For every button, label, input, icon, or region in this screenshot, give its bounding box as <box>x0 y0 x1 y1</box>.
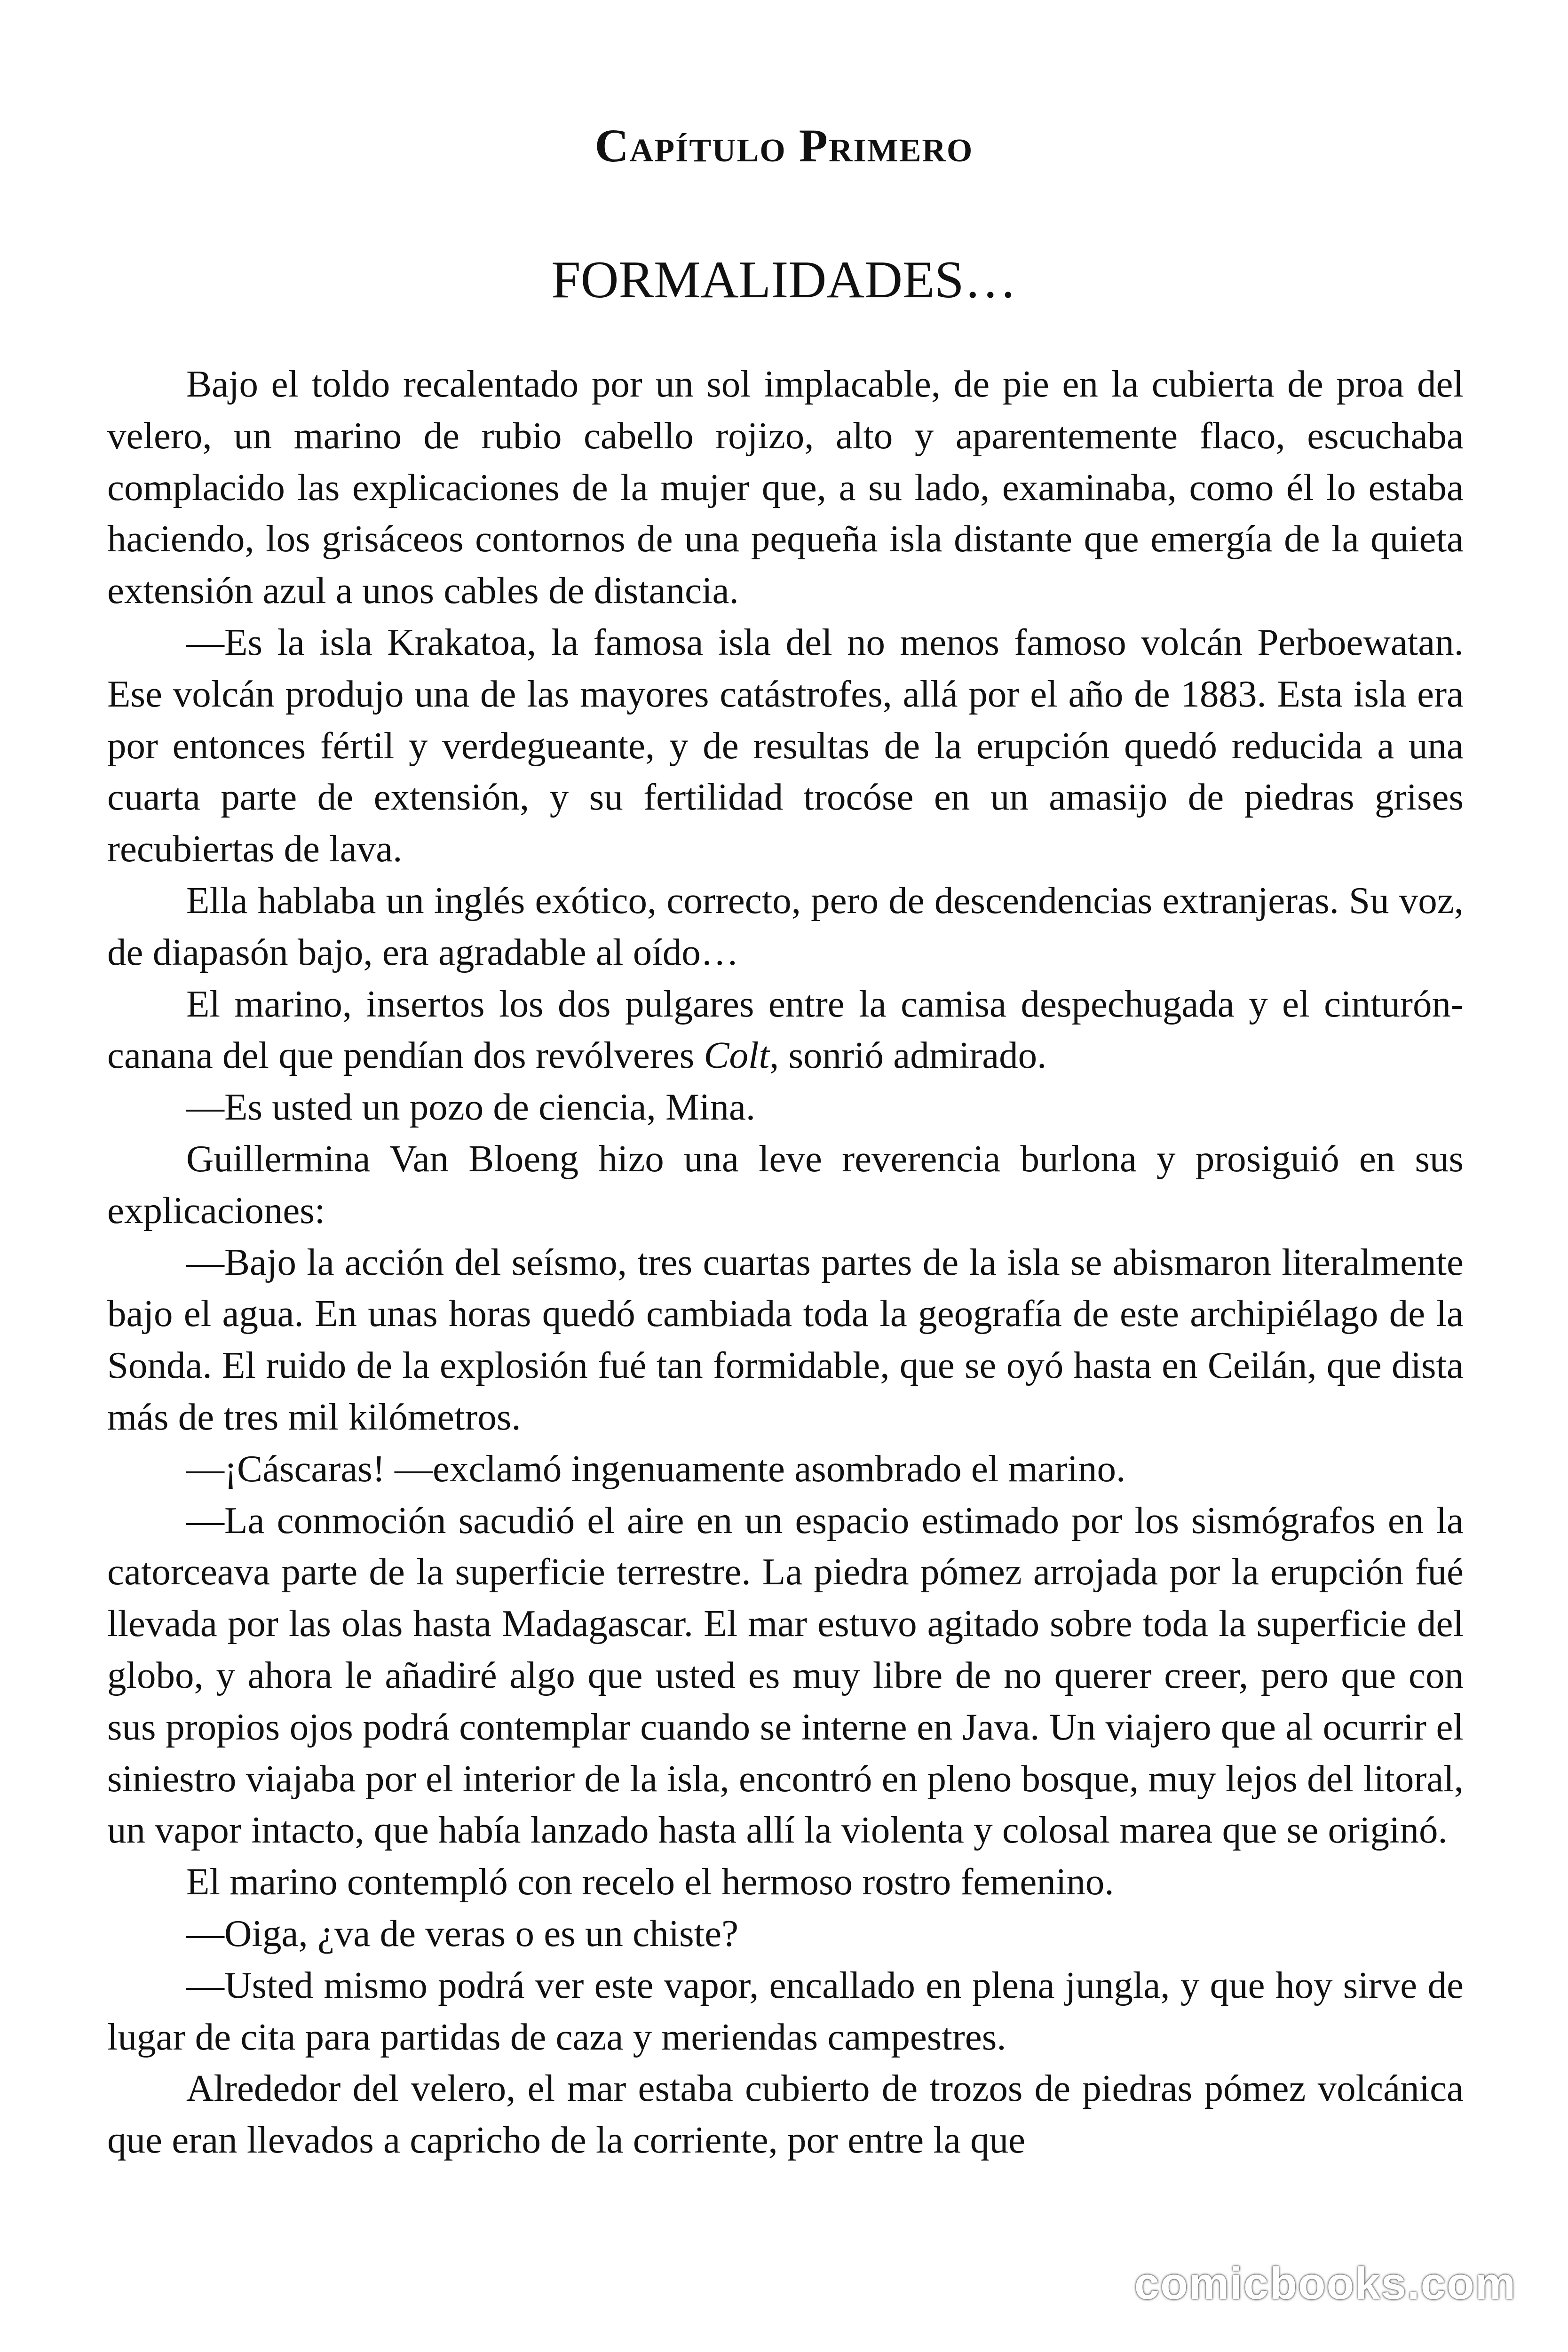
chapter-label: Capítulo Primero <box>594 119 974 172</box>
paragraph: El marino, insertos los dos pulgares entre la camisa despechugada y el cinturón-canana del que pendían dos revólveres Colt, sonrió admirado. <box>107 982 1464 1077</box>
paragraph: Bajo el toldo recalentado por un sol implacable, de pie en la cubierta de proa del velero, un marino de rubio cabello rojizo, alto y aparentemente flaco, escuchaba complacido las explicaciones de la mujer que, a su lado, examinaba, como él lo estaba haciendo, los grisáceos contornos de una pequeña isla distante que emergía de la quieta extensión azul a unos cables de distancia. <box>107 363 1464 612</box>
paragraph: —Es usted un pozo de ciencia, Mina. <box>186 1086 756 1128</box>
paragraph: —Oiga, ¿va de veras o es un chiste? <box>186 1912 739 1955</box>
paragraph: —Usted mismo podrá ver este vapor, encallado en plena jungla, y que hoy sirve de lugar de cita para partidas de caza y meriendas campestres. <box>107 1963 1464 2058</box>
chapter-title: FORMALIDADES… <box>551 251 1017 309</box>
paragraph: El marino contempló con recelo el hermoso rostro femenino. <box>186 1860 1114 1903</box>
watermark: comicbooks.com <box>1134 2258 1516 2309</box>
paragraph: Ella hablaba un inglés exótico, correcto, pero de descendencias extranjeras. Su voz, de diapasón bajo, era agradable al oído… <box>107 879 1464 973</box>
italic-word: Colt <box>704 1034 770 1077</box>
chapter-body <box>107 358 1464 2166</box>
paragraph: —Bajo la acción del seísmo, tres cuartas partes de la isla se abismaron literalmente bajo el agua. En unas horas quedó cambiada toda la geografía de este archipiélago de la Sonda. El ruido de la explosión fué tan formidable, que se oyó hasta en Ceilán, que dista más de tres mil kilómetros. <box>107 1240 1464 1438</box>
paragraph: —La conmoción sacudió el aire en un espacio estimado por los sismógrafos en la catorceava parte de la superficie terrestre. La piedra pómez arrojada por la erupción fué llevada por las olas hasta Madagascar. El mar estuvo agitado sobre toda la superficie del globo, y ahora le añadiré algo que usted es muy libre de no querer creer, pero que con sus propios ojos podrá contemplar cuando se interne en Java. Un viajero que al ocurrir el siniestro viajaba por el interior de la isla, encontró en pleno bosque, muy lejos del litoral, un vapor intacto, que había lanzado hasta allí la violenta y colosal marea que se originó. <box>107 1499 1464 1851</box>
paragraph: —Es la isla Krakatoa, la famosa isla del no menos famoso volcán Perboewatan. Ese volcán produjo una de las mayores catástrofes, allá por el año de 1883. Esta isla era por entonces fértil y verdegueante, y de resultas de la erupción quedó reducida a una cuarta parte de extensión, y su fertilidad trocóse en un amasijo de piedras grises recubiertas de lava. <box>107 620 1464 870</box>
paragraph: Guillermina Van Bloeng hizo una leve reverencia burlona y prosiguió en sus explicaciones: <box>107 1137 1464 1232</box>
paragraph: Alrededor del velero, el mar estaba cubierto de trozos de piedras pómez volcánica que eran llevados a capricho de la corriente, por entre la que <box>107 2067 1464 2161</box>
paragraph: —¡Cáscaras! —exclamó ingenuamente asombrado el marino. <box>186 1447 1126 1490</box>
